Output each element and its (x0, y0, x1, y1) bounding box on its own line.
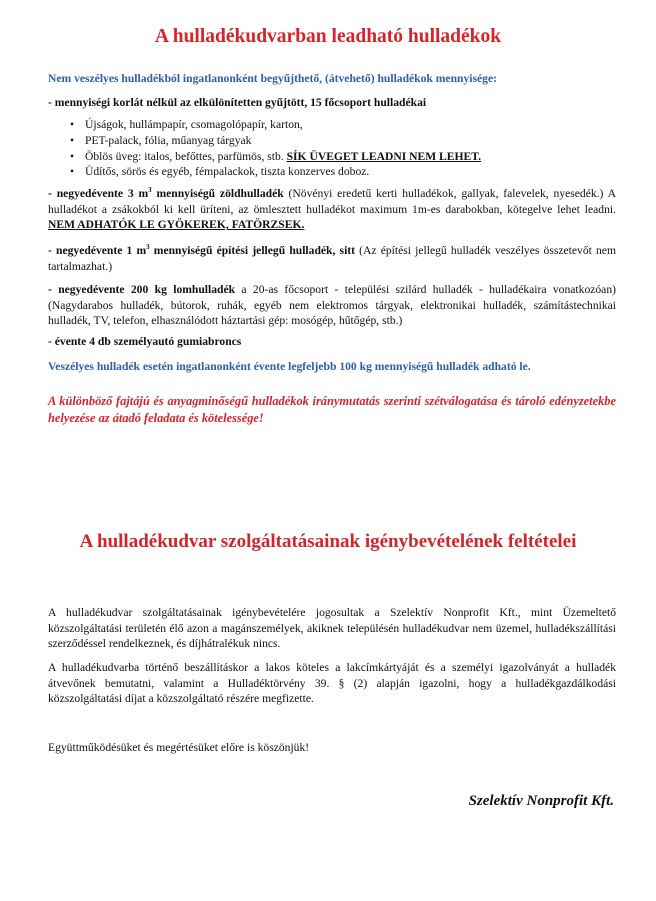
list-item: • Üdítős, sörös és egyéb, fémpalackok, tiszta konzerves doboz. (68, 164, 481, 180)
group15-heading: - mennyiségi korlát nélkül az elkülönítetten gyűjtött, 15 főcsoport hulladékai (48, 96, 427, 109)
green-waste-paragraph: - negyedévente 3 $m^3$ mennyiségű zöldhulladék (Növényi eredetű kerti hulladékok, gallyak, falevelek, nyesedék.) A hulladékot a zsákokból ki kell üríteni, az ömlesztett hulladékot maximum 1m-es darabokban, kötegelve lehet leadni. NEM ADHATÓK LE GYÖKEREK, FATÖRZSEK. (48, 186, 616, 232)
intro-heading: Nem veszélyes hulladékból ingatlanonként begyűjthető, (átvehető) hulladékok mennyisége: (48, 72, 497, 85)
construction-waste-paragraph: - negyedévente 1 $m^3$ mennyiségű építési jellegű hulladék, sitt (Az építési jellegű hulladék veszélyes összetevőt nem tartalmazhat.) (48, 243, 616, 273)
sorting-responsibility-note: A különböző fajtájú és anyagminőségű hulladékok iránymutatás szerinti szétválogatása és tároló edényzetekbe helyezése az átadó feladata és kötelessége! (48, 394, 616, 425)
roots-warning: NEM ADHATÓK LE GYÖKEREK, FATÖRZSEK. (48, 218, 305, 232)
signature: Szelektív Nonprofit Kft. (468, 793, 614, 809)
bullet-list (68, 117, 481, 180)
conditions-paragraph-1: A hulladékudvar szolgáltatásainak igénybevételére jogosultak a Szelektív Nonprofit Kft., mint Üzemeltető közszolgáltatási területén élő azon a magánszemélyek, akiknek településén hulladékudvar nem üzemel, hulladékszállítási szerződéssel rendelkeznek, és díjhátralékuk nincs. (48, 606, 616, 651)
conditions-title: A hulladékudvar szolgáltatásainak igénybevételének feltételei (79, 531, 577, 552)
bulky-waste-paragraph: - negyedévente 200 kg lomhulladék a 20-as főcsoport - települési szilárd hulladék - hulladékaira vonatkozóan) (Nagydarabos hulladék, bútorok, ruhák, egyéb nem elektromos tárgyak, elektronikai hulladék, számítástechnikai hulladék, TV, telefon, elhasználódott háztartási gép: mosógép, hűtőgép, stb.) (48, 283, 616, 328)
list-item: • PET-palack, fólia, műanyag tárgyak (68, 133, 481, 149)
list-item: • Öblös üveg: italos, befőttes, parfümös, stb. SÍK ÜVEGET LEADNI NEM LEHET. (68, 149, 481, 165)
flat-glass-warning: SÍK ÜVEGET LEADNI NEM LEHET. (286, 149, 482, 163)
tyres-line: - évente 4 db személyautó gumiabroncs (48, 335, 242, 348)
conditions-paragraph-2: A hulladékudvarba történő beszállításkor a lakos köteles a lakcímkártyáját és a személyi igazolványát a hulladék átvevőnek bemutatni, valamint a Hulladéktörvény 39. § (2) alapján igazolni, hogy a hulladékgazdálkodási közszolgáltatási díjat a közszolgáltató részére megfizette. (48, 661, 616, 706)
hazardous-note: Veszélyes hulladék esetén ingatlanonként évente legfeljebb 100 kg mennyiségű hulladék adható le. (48, 360, 531, 373)
list-item: • Újságok, hullámpapír, csomagolópapír, karton, (68, 117, 481, 133)
thanks-line: Együttműködésüket és megértésüket előre is köszönjük! (48, 741, 310, 754)
page-title: A hulladékudvarban leadható hulladékok (154, 26, 502, 47)
